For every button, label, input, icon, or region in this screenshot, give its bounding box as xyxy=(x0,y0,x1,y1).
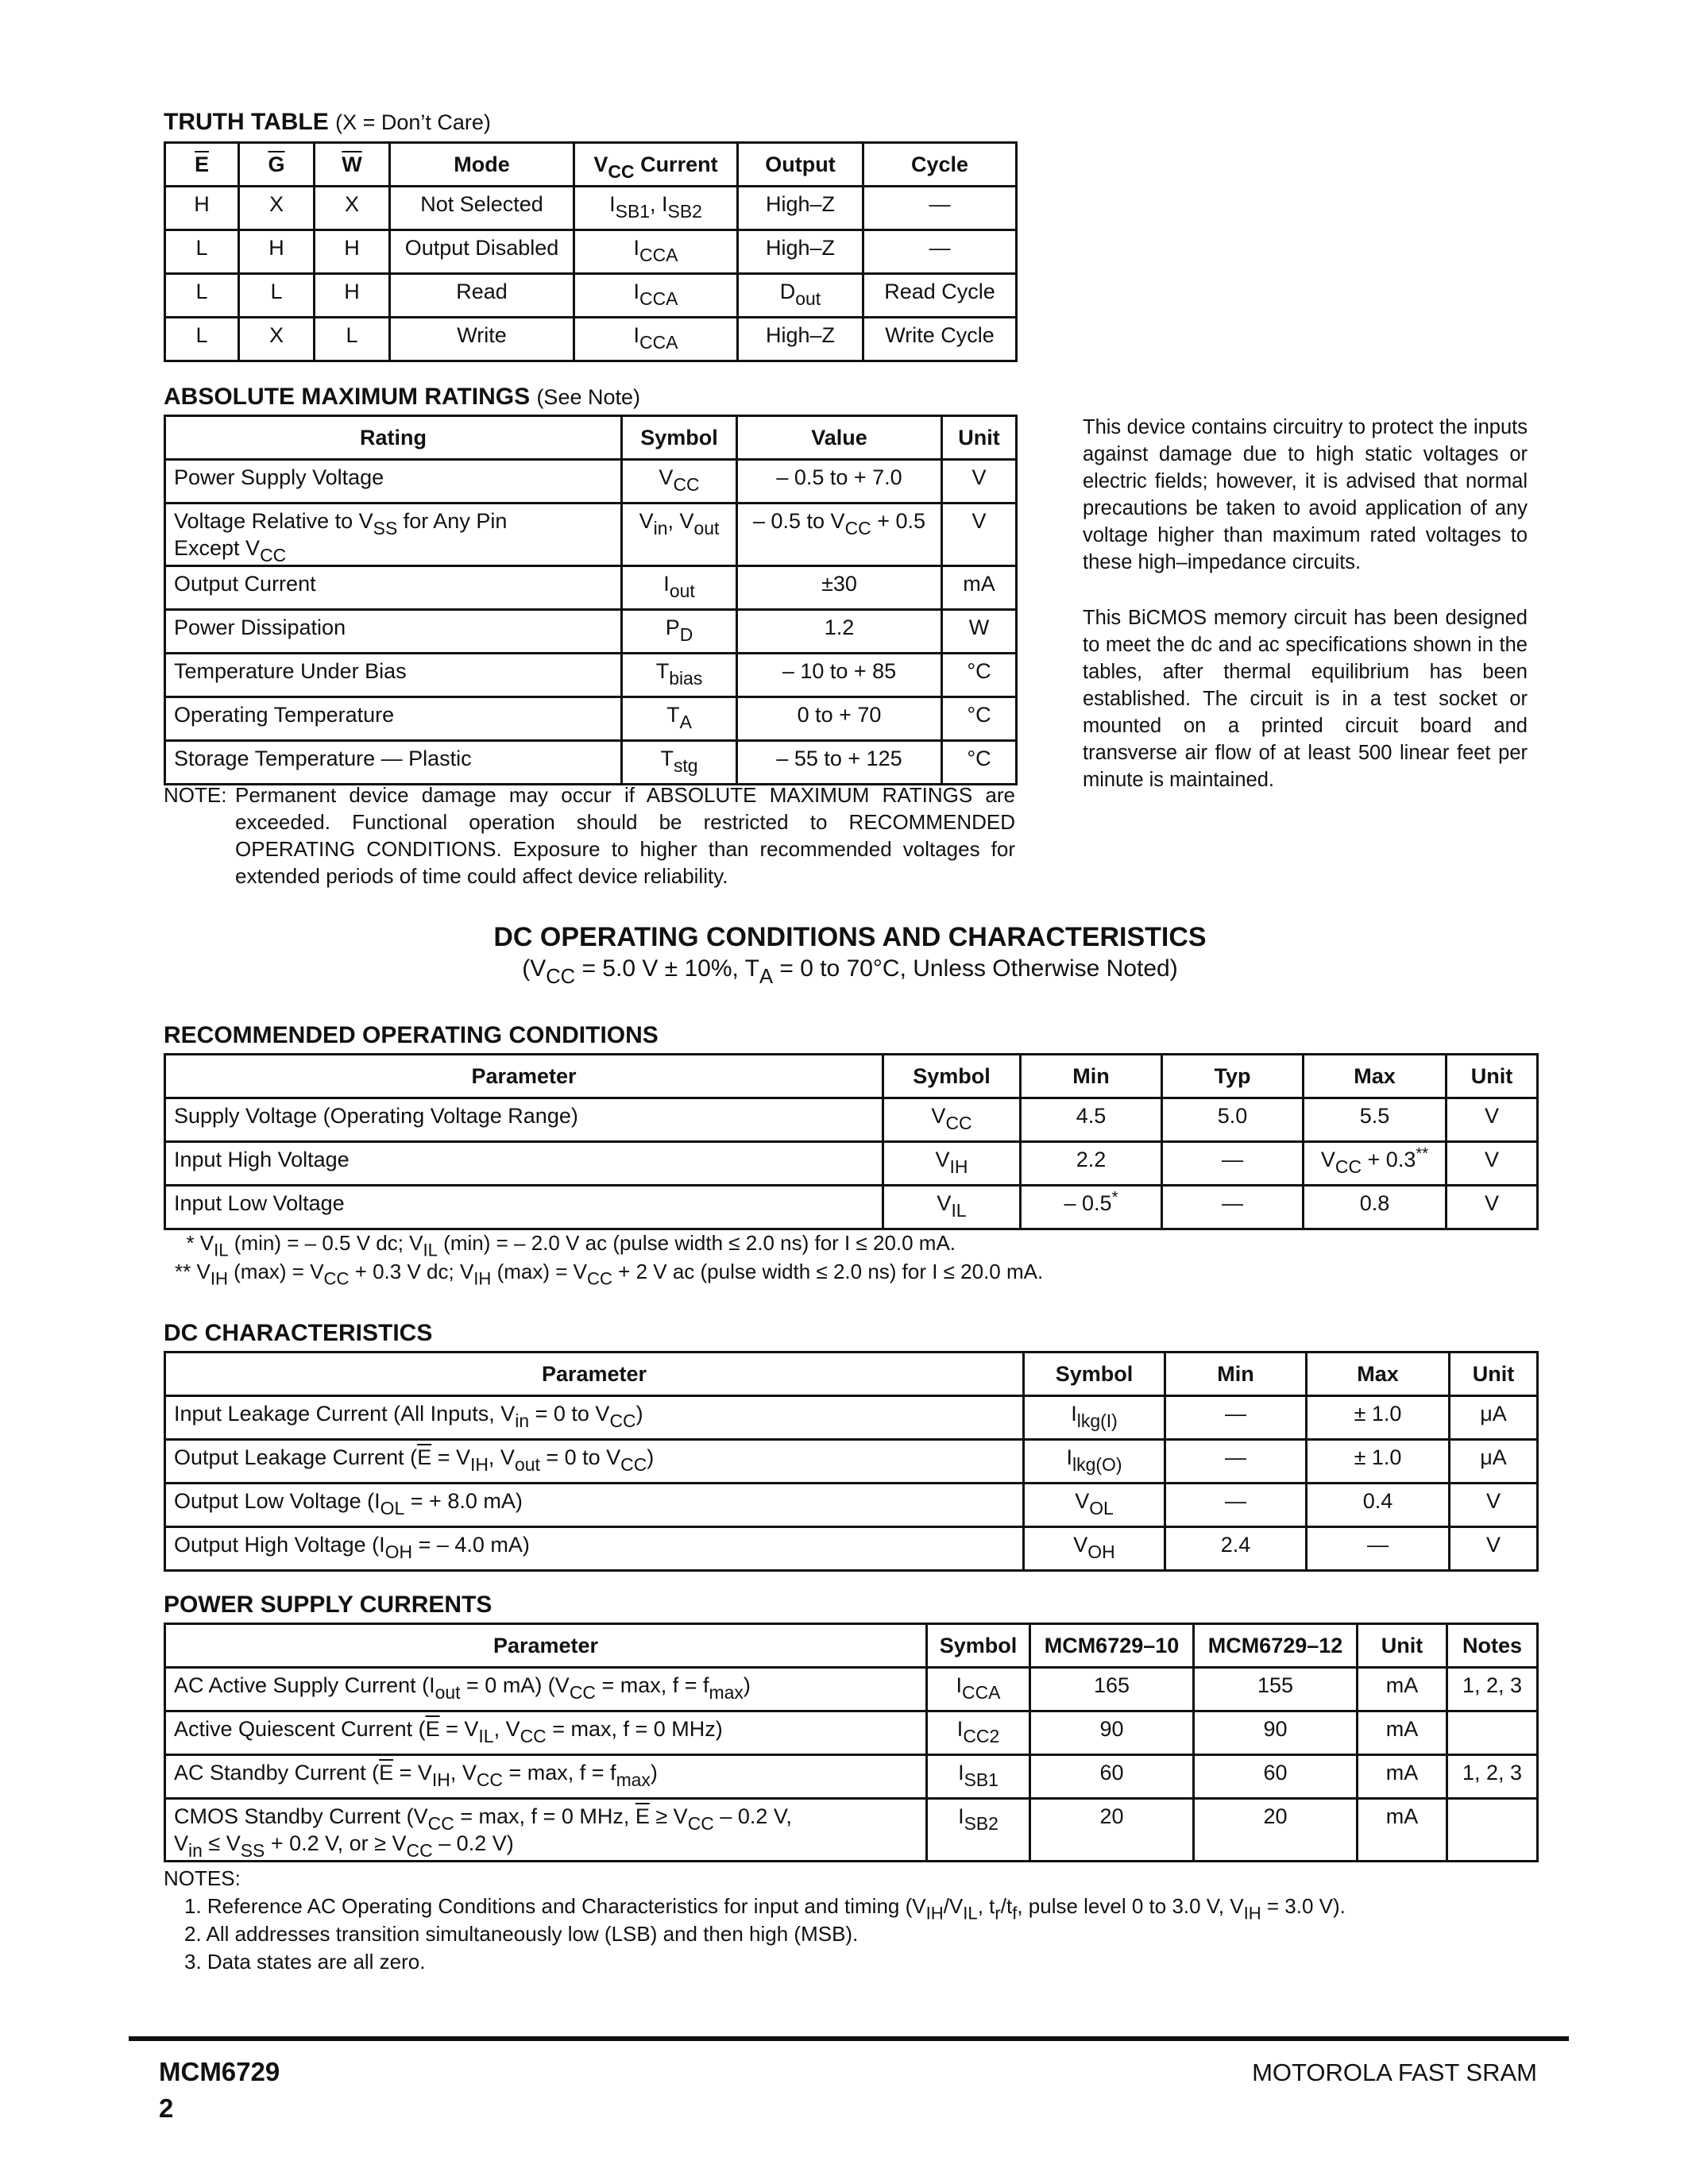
abs-max-title xyxy=(164,384,640,411)
table-row xyxy=(165,1098,1538,1142)
header-rating: Rating xyxy=(165,416,622,460)
cell: Power Dissipation xyxy=(165,610,622,654)
cell: V xyxy=(1447,1142,1538,1186)
cell: Write xyxy=(390,318,574,361)
abs-max-subtitle: (See Note) xyxy=(536,385,640,409)
cell: 1, 2, 3 xyxy=(1447,1755,1538,1799)
cell xyxy=(1447,1799,1538,1862)
cell: ± 1.0 xyxy=(1307,1396,1450,1440)
cell: 0.4 xyxy=(1307,1484,1450,1527)
cell: AC Active Supply Current ($I_{out} = 0$ mA) ($V_{CC} = \max$, $f = f_{max}$) xyxy=(165,1668,927,1711)
dc-heading-title: DC OPERATING CONDITIONS AND CHARACTERISTICS xyxy=(493,922,1207,952)
cell: $I_{CCA}$ xyxy=(927,1668,1030,1711)
header-w: $\overline{W}$ xyxy=(315,143,390,187)
table-header-row xyxy=(165,1624,1538,1668)
cell: Output Leakage Current ($\overline{E} = V_{IH}$, $V_{out} = 0$ to $V_{CC}$) xyxy=(165,1440,1024,1484)
table-row xyxy=(165,1527,1538,1571)
cell: — xyxy=(1307,1527,1450,1571)
power-note-2: 2. All addresses transition simultaneously low (LSB) and then high (MSB). xyxy=(184,1922,859,1946)
table-row xyxy=(165,697,1017,741)
table-row xyxy=(165,1711,1538,1755)
cell: H xyxy=(239,230,315,274)
table-row xyxy=(165,1755,1538,1799)
truth-table-subtitle: (X = Don’t Care) xyxy=(335,110,491,134)
cell: $T_A$ xyxy=(622,697,737,741)
rec-op-footnote-2: ** $V_{IH}$ $(\max) = V_{CC} + 0.3$ V dc; $V_{IH}$ $(\max) = V_{CC} + 2$ V ac (pulse width ≤ 2.0 ns) for I ≤ 20.0 mA. xyxy=(175,1260,1044,1289)
cell: V xyxy=(1450,1484,1538,1527)
header-g: $\overline{G}$ xyxy=(239,143,315,187)
header-unit: Unit xyxy=(942,416,1017,460)
header-symbol: Symbol xyxy=(1024,1352,1165,1396)
cell: mA xyxy=(1358,1711,1447,1755)
abs-max-table xyxy=(164,415,1018,785)
cell: $T_{bias}$ xyxy=(622,654,737,697)
cell: High–Z xyxy=(738,187,863,230)
table-row xyxy=(165,1186,1538,1229)
cell: 60 xyxy=(1194,1755,1358,1799)
table-header-row xyxy=(165,143,1017,187)
table-row xyxy=(165,741,1017,785)
cell: $I_{CCA}$ xyxy=(574,318,738,361)
cell: — xyxy=(863,230,1017,274)
footer-page-number: 2 xyxy=(159,2093,174,2123)
cell: mA xyxy=(942,566,1017,610)
header-mcm6729-10: MCM6729–10 xyxy=(1030,1624,1194,1668)
header-cycle: Cycle xyxy=(863,143,1017,187)
cell: $V_{OL}$ xyxy=(1024,1484,1165,1527)
cell: Output Current xyxy=(165,566,622,610)
cell: Operating Temperature xyxy=(165,697,622,741)
table-row xyxy=(165,504,1017,566)
dc-heading-conditions: ($V_{CC} = 5.0$ V ± 10%, $T_A = 0$ to 70°C, Unless Otherwise Noted) xyxy=(522,955,1178,988)
header-parameter: Parameter xyxy=(165,1055,883,1098)
cell: 20 xyxy=(1194,1799,1358,1862)
cell: $I_{lkg(I)}$ xyxy=(1024,1396,1165,1440)
table-row xyxy=(165,187,1017,230)
cell: L xyxy=(315,318,390,361)
cell: AC Standby Current ($\overline{E} = V_{IH}$, $V_{CC} = \max$, $f = f_{max}$) xyxy=(165,1755,927,1799)
rec-op-table xyxy=(164,1053,1539,1230)
cell: H xyxy=(315,230,390,274)
abs-max-note-text: Permanent device damage may occur if ABSOLUTE MAXIMUM RATINGS are exceeded. Functional operation should be restricted to RECOMMENDED OPERATING CONDITIONS. Exposure to higher than recommended voltages for extended periods of time could affect device reliability. xyxy=(235,783,1015,888)
cell: $I_{CCA}$ xyxy=(574,230,738,274)
cell: mA xyxy=(1358,1668,1447,1711)
cell: L xyxy=(165,230,239,274)
cell: V xyxy=(942,460,1017,504)
cell: – 0.5 to $V_{CC} + 0.5$ xyxy=(737,504,942,566)
cell: Read Cycle xyxy=(863,274,1017,318)
cell: $V_{in}$, $V_{out}$ xyxy=(622,504,737,566)
cell: 4.5 xyxy=(1021,1098,1162,1142)
table-row xyxy=(165,318,1017,361)
header-parameter: Parameter xyxy=(165,1624,927,1668)
cell: 155 xyxy=(1194,1668,1358,1711)
cell: — xyxy=(1165,1396,1307,1440)
cell: – 0.5 to + 7.0 xyxy=(737,460,942,504)
table-header-row xyxy=(165,1352,1538,1396)
header-symbol: Symbol xyxy=(927,1624,1030,1668)
cell: $V_{OH}$ xyxy=(1024,1527,1165,1571)
cell: Output Disabled xyxy=(390,230,574,274)
dc-char-table xyxy=(164,1351,1539,1572)
truth-table xyxy=(164,141,1018,362)
table-row xyxy=(165,1142,1538,1186)
cell: Voltage Relative to $V_{SS}$ for Any Pin Except $V_{CC}$ xyxy=(165,504,622,566)
cell: 5.5 xyxy=(1304,1098,1447,1142)
cell: 1.2 xyxy=(737,610,942,654)
cell: X xyxy=(239,187,315,230)
header-value: Value xyxy=(737,416,942,460)
cell: High–Z xyxy=(738,318,863,361)
side-paragraph-1: This device contains circuitry to protect the inputs against damage due to high static voltages or electric fields; however, it is advised that normal precautions be taken to avoid application of any voltage higher than maximum rated voltages to these high–impedance circuits. xyxy=(1083,416,1528,573)
cell: Write Cycle xyxy=(863,318,1017,361)
cell: V xyxy=(1447,1186,1538,1229)
cell: X xyxy=(239,318,315,361)
cell: $I_{SB2}$ xyxy=(927,1799,1030,1862)
truth-table-title-text: TRUTH TABLE xyxy=(164,109,329,135)
header-max: Max xyxy=(1307,1352,1450,1396)
abs-max-title-text: ABSOLUTE MAXIMUM RATINGS xyxy=(164,384,531,410)
table-row xyxy=(165,1396,1538,1440)
power-note-1: 1. Reference AC Operating Conditions and Characteristics for input and timing ($V_{IH}/V_{IL}$, $t_r/t_f$, pulse level 0 to 3.0 V, $V_{IH} = 3.0$ V). xyxy=(184,1894,1346,1924)
cell: – 0.5* xyxy=(1021,1186,1162,1229)
footer-brand: MOTOROLA FAST SRAM xyxy=(1252,2059,1537,2086)
cell: μA xyxy=(1450,1440,1538,1484)
header-max: Max xyxy=(1304,1055,1447,1098)
cell: 1, 2, 3 xyxy=(1447,1668,1538,1711)
cell: 2.4 xyxy=(1165,1527,1307,1571)
cell: ± 1.0 xyxy=(1307,1440,1450,1484)
cell: 0 to + 70 xyxy=(737,697,942,741)
cell: Read xyxy=(390,274,574,318)
rec-op-footnote-1: * $V_{IL}$ (min) = – 0.5 V dc; $V_{IL}$ (min) = – 2.0 V ac (pulse width ≤ 2.0 ns) for I ≤ 20.0 mA. xyxy=(175,1231,956,1260)
cell: °C xyxy=(942,654,1017,697)
cell: – 55 to + 125 xyxy=(737,741,942,785)
cell: V xyxy=(1450,1527,1538,1571)
cell: 90 xyxy=(1030,1711,1194,1755)
cell: Temperature Under Bias xyxy=(165,654,622,697)
cell: W xyxy=(942,610,1017,654)
header-min: Min xyxy=(1021,1055,1162,1098)
cell: CMOS Standby Current ($V_{CC} = \max$, f = 0 MHz, $\overline{E} \ge V_{CC} - 0.2$ V, $V_{in} \le V_{SS} + 0.2$ V, or ≥ $V_{CC} - 0.2$ V) xyxy=(165,1799,927,1862)
cell: $I_{out}$ xyxy=(622,566,737,610)
table-row xyxy=(165,654,1017,697)
table-row xyxy=(165,1668,1538,1711)
cell: $P_D$ xyxy=(622,610,737,654)
table-header-row xyxy=(165,416,1017,460)
table-row xyxy=(165,566,1017,610)
header-e: $\overline{E}$ xyxy=(165,143,239,187)
cell: 2.2 xyxy=(1021,1142,1162,1186)
cell: 5.0 xyxy=(1162,1098,1304,1142)
header-symbol: Symbol xyxy=(883,1055,1021,1098)
cell: Output Low Voltage ($I_{OL}$ = + 8.0 mA) xyxy=(165,1484,1024,1527)
cell: 165 xyxy=(1030,1668,1194,1711)
cell: $T_{stg}$ xyxy=(622,741,737,785)
cell: Input Leakage Current (All Inputs, $V_{in} = 0$ to $V_{CC}$) xyxy=(165,1396,1024,1440)
header-unit: Unit xyxy=(1450,1352,1538,1396)
table-header-row xyxy=(165,1055,1538,1098)
cell: $I_{CC2}$ xyxy=(927,1711,1030,1755)
cell: Active Quiescent Current ($\overline{E} = V_{IL}$, $V_{CC} = \max$, f = 0 MHz) xyxy=(165,1711,927,1755)
header-unit: Unit xyxy=(1447,1055,1538,1098)
dc-char-title: DC CHARACTERISTICS xyxy=(164,1320,433,1346)
rec-op-title: RECOMMENDED OPERATING CONDITIONS xyxy=(164,1022,659,1048)
cell: $I_{SB1}$, $I_{SB2}$ xyxy=(574,187,738,230)
cell: 90 xyxy=(1194,1711,1358,1755)
cell: X xyxy=(315,187,390,230)
abs-max-note-label: NOTE: xyxy=(164,783,227,807)
cell: Supply Voltage (Operating Voltage Range) xyxy=(165,1098,883,1142)
cell: $V_{CC}$ xyxy=(622,460,737,504)
cell: Input High Voltage xyxy=(165,1142,883,1186)
cell: V xyxy=(942,504,1017,566)
truth-table-title xyxy=(164,109,491,136)
cell: °C xyxy=(942,697,1017,741)
cell: $I_{CCA}$ xyxy=(574,274,738,318)
cell: — xyxy=(1165,1440,1307,1484)
cell: ±30 xyxy=(737,566,942,610)
cell: $V_{IH}$ xyxy=(883,1142,1021,1186)
cell: — xyxy=(1165,1484,1307,1527)
cell: High–Z xyxy=(738,230,863,274)
cell: 60 xyxy=(1030,1755,1194,1799)
power-title: POWER SUPPLY CURRENTS xyxy=(164,1592,492,1618)
cell: Input Low Voltage xyxy=(165,1186,883,1229)
side-paragraph-2: This BiCMOS memory circuit has been designed to meet the dc and ac specifications shown in the tables, after thermal equilibrium has been established. The circuit is in a test socket or mounted on a printed circuit board and transverse air flow of at least 500 linear feet per minute is maintained. xyxy=(1083,607,1528,791)
cell: H xyxy=(315,274,390,318)
cell: L xyxy=(165,318,239,361)
cell: $I_{lkg(O)}$ xyxy=(1024,1440,1165,1484)
header-vcc-current: $V_{CC}$ Current xyxy=(574,143,738,187)
cell: Not Selected xyxy=(390,187,574,230)
table-row xyxy=(165,1799,1538,1862)
table-row xyxy=(165,460,1017,504)
header-typ: Typ xyxy=(1162,1055,1304,1098)
cell: 0.8 xyxy=(1304,1186,1447,1229)
power-table xyxy=(164,1623,1539,1862)
cell: Output High Voltage ($I_{OH}$ = – 4.0 mA) xyxy=(165,1527,1024,1571)
cell: $V_{CC}$ xyxy=(883,1098,1021,1142)
header-symbol: Symbol xyxy=(622,416,737,460)
table-row xyxy=(165,1440,1538,1484)
header-mode: Mode xyxy=(390,143,574,187)
cell: Storage Temperature — Plastic xyxy=(165,741,622,785)
cell: Power Supply Voltage xyxy=(165,460,622,504)
cell: — xyxy=(1162,1186,1304,1229)
table-row xyxy=(165,274,1017,318)
header-mcm6729-12: MCM6729–12 xyxy=(1194,1624,1358,1668)
cell: — xyxy=(863,187,1017,230)
cell: 20 xyxy=(1030,1799,1194,1862)
table-row xyxy=(165,230,1017,274)
cell: – 10 to + 85 xyxy=(737,654,942,697)
cell: H xyxy=(165,187,239,230)
cell: μA xyxy=(1450,1396,1538,1440)
footer-rule xyxy=(129,2036,1569,2041)
cell: L xyxy=(165,274,239,318)
cell: mA xyxy=(1358,1755,1447,1799)
cell: $V_{CC} + 0.3^{**}$ xyxy=(1304,1142,1447,1186)
cell: $I_{SB1}$ xyxy=(927,1755,1030,1799)
header-parameter: Parameter xyxy=(165,1352,1024,1396)
header-output: Output xyxy=(738,143,863,187)
cell: $V_{IL}$ xyxy=(883,1186,1021,1229)
power-notes-label: NOTES: xyxy=(164,1866,241,1890)
header-min: Min xyxy=(1165,1352,1307,1396)
table-row xyxy=(165,610,1017,654)
cell: V xyxy=(1447,1098,1538,1142)
header-unit: Unit xyxy=(1358,1624,1447,1668)
table-row xyxy=(165,1484,1538,1527)
cell xyxy=(1447,1711,1538,1755)
cell: L xyxy=(239,274,315,318)
power-note-3: 3. Data states are all zero. xyxy=(184,1950,426,1974)
cell: $D_{out}$ xyxy=(738,274,863,318)
header-notes: Notes xyxy=(1447,1624,1538,1668)
footer-part-number: MCM6729 xyxy=(159,2057,280,2086)
cell: — xyxy=(1162,1142,1304,1186)
cell: °C xyxy=(942,741,1017,785)
cell: mA xyxy=(1358,1799,1447,1862)
